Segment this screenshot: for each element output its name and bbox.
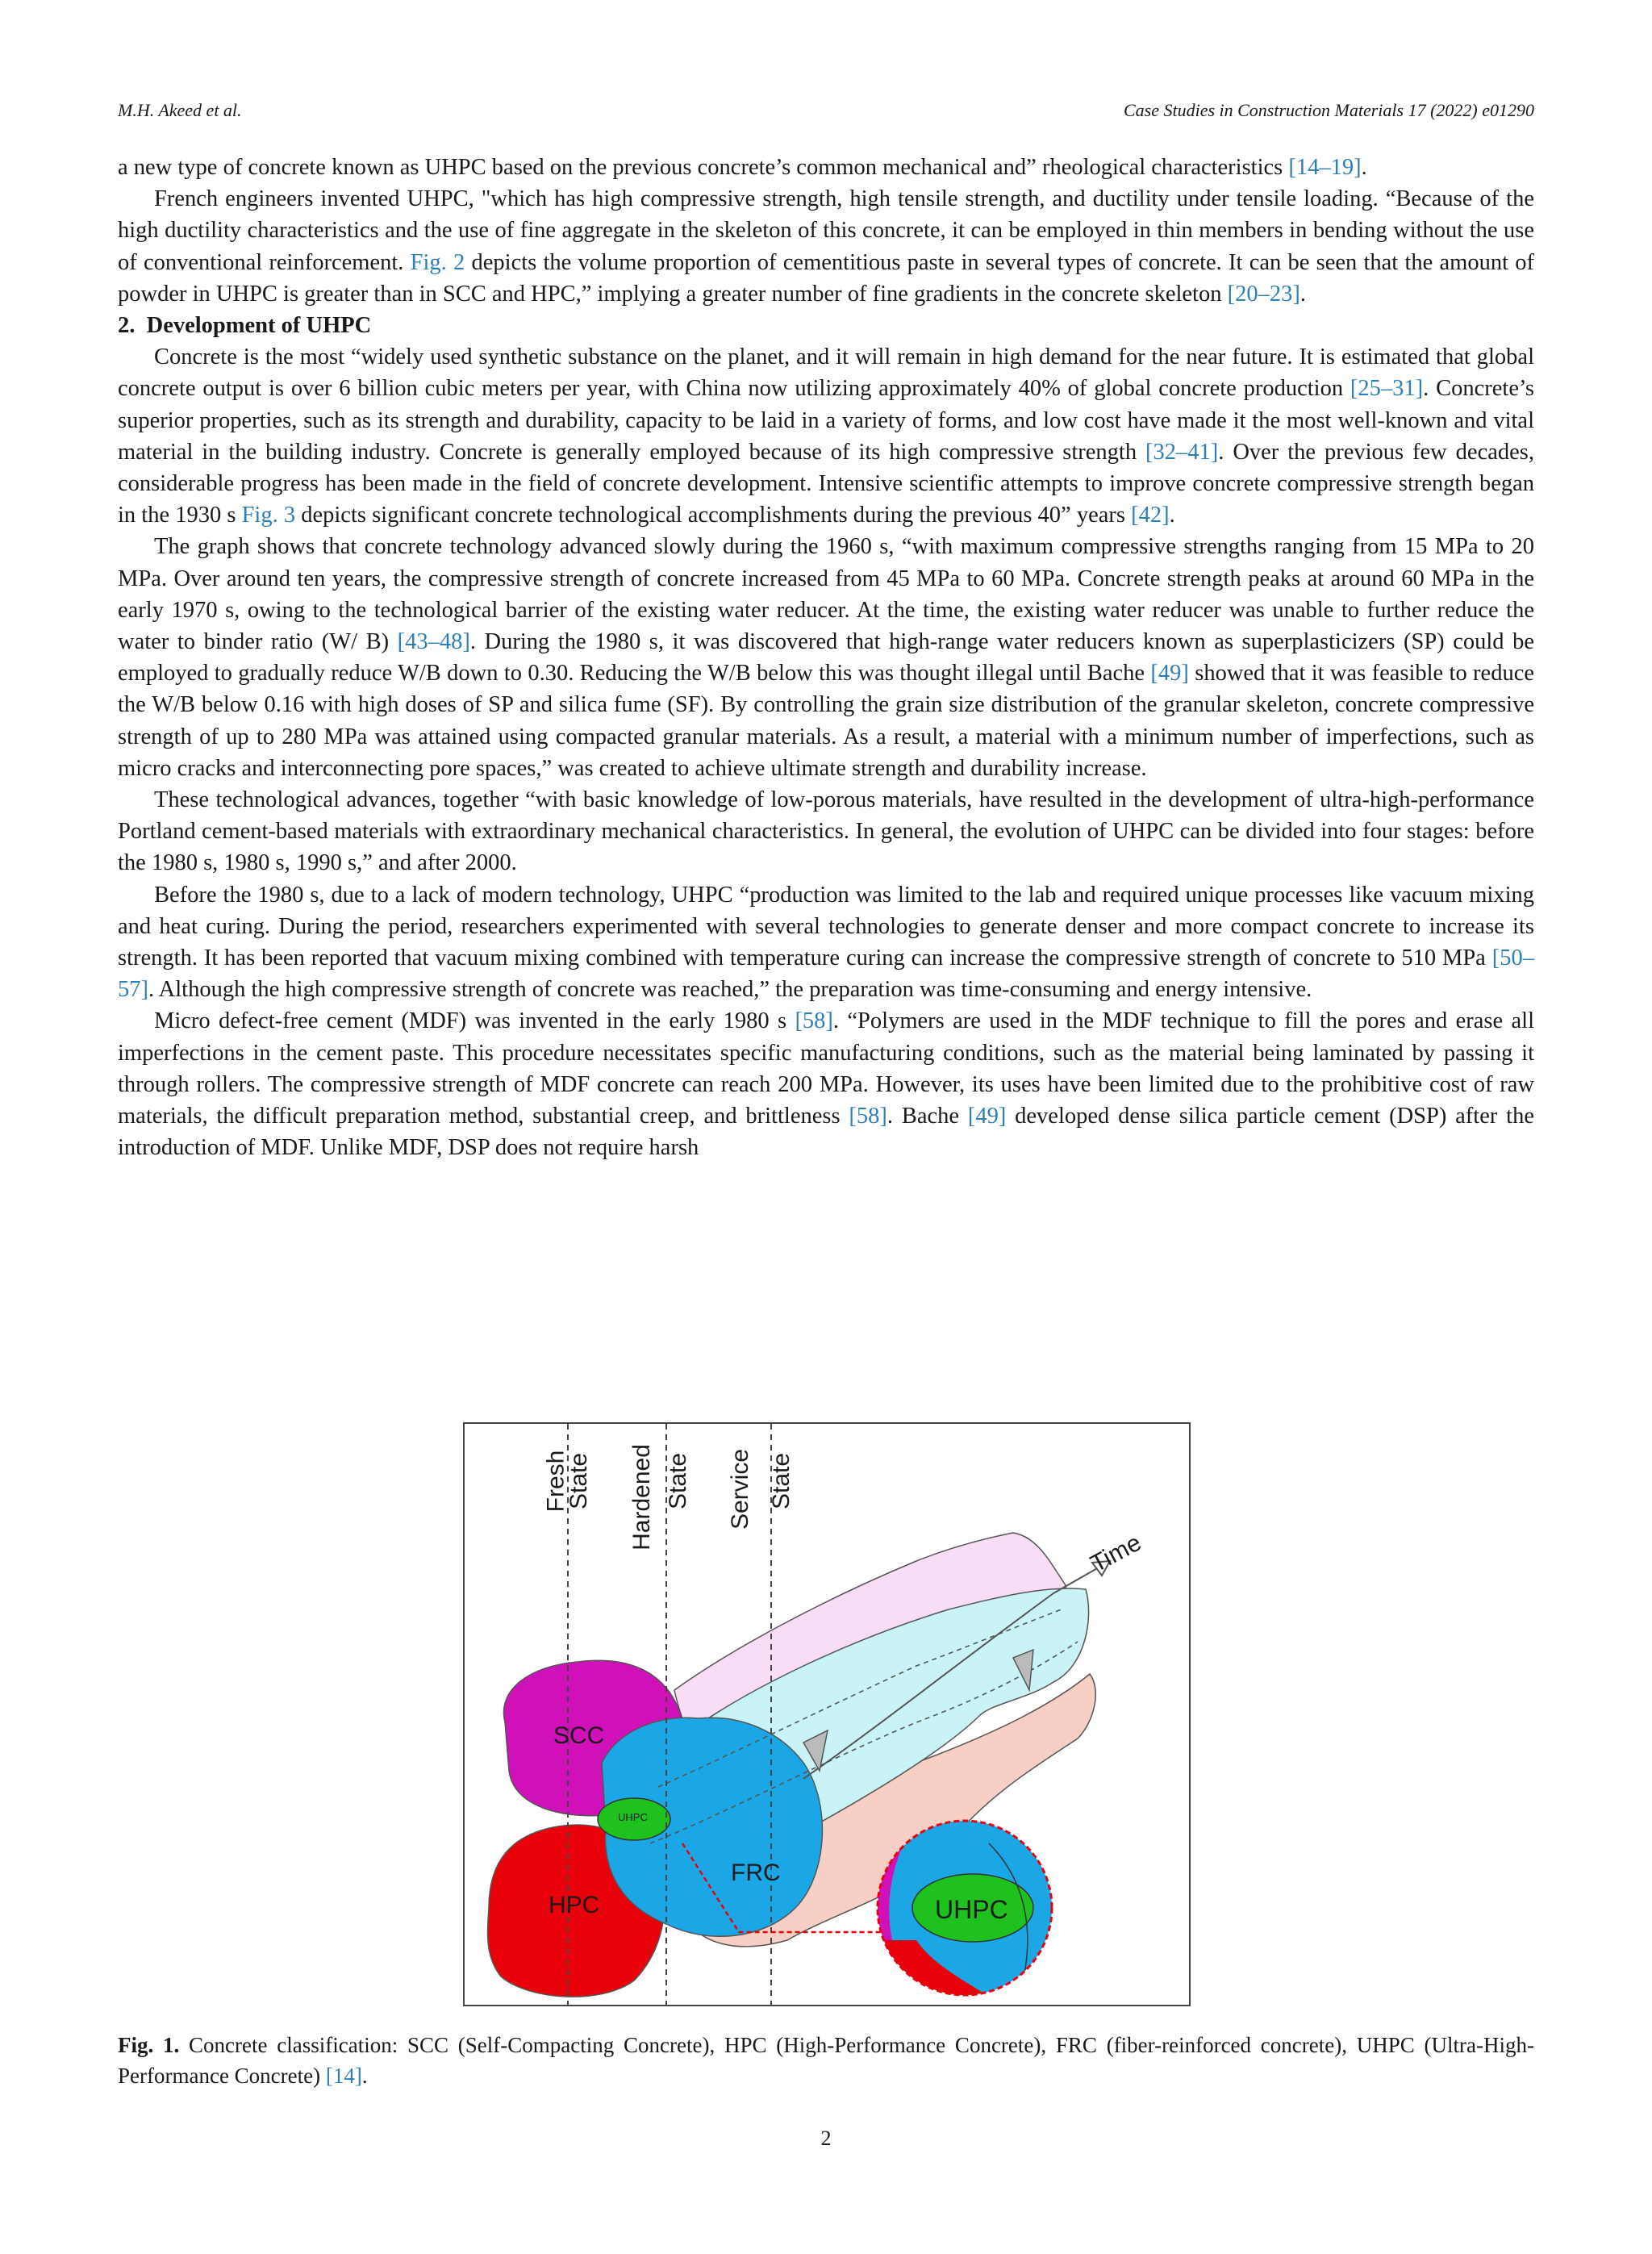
paragraph: Before the 1980 s, due to a lack of modern technology, UHPC “production was limited to the lab and required unique processes like vacuum mixing and heat curing. During the period, researchers experimented with several technologies to generate denser and more compact concrete to increase its strength. It has been reported that vacuum mixing combined with temperature curing can increase the compressive strength of concrete to 510 MPa [50–57]. Although the high compressive strength of concrete was reached,” the preparation was time-consuming and energy intensive. [118,882,1534,1003]
fig-label-fresh-state: Fresh State [542,1450,593,1513]
header-authors: M.H. Akeed et al. [118,100,242,120]
figure-link[interactable]: Fig. 3 [241,503,296,528]
page-number: 2 [820,2127,832,2150]
fig-label-scc: SCC [553,1722,605,1749]
citation-link[interactable]: [49] [1150,661,1189,687]
paragraph: The graph shows that concrete technology advanced slowly during the 1960 s, “with maximum compressive strengths ranging from 15 MPa to 20 MPa. Over around ten years, the compressive strength of concrete increased from 45 MPa to 60 MPa. Concrete strength peaks at around 60 MPa in the early 1970 s, owing to the technological barrier of the existing water reducer. At the time, the existing water reducer was unable to further reduce the water to binder ratio (W/ B) [43–48]. During the 1980 s, it was discovered that high-range water reducers known as superplasticizers (SP) could be employed to gradually reduce W/B down to 0.30. Reducing the W/B below this was thought illegal until Bache [49] showed that it was feasible to reduce the W/B below 0.16 with high doses of SP and silica fume (SF). By controlling the grain size distribution of the granular skeleton, concrete compressive strength of up to 280 MPa was attained using compacted granular materials. As a result, a material with a minimum number of imperfections, such as micro cracks and interconnecting pore spaces,” was created to achieve ultimate strength and durability increase. [118,534,1534,781]
citation-link[interactable]: [25–31] [1350,376,1424,402]
paragraph: French engineers invented UHPC, "which has high compressive strength, high tensile strength, and ductility under tensile loading. “Because of the high ductility characteristics and the use of fine aggregate in the skeleton of this concrete, it can be employed in thin members in bending without the use of conventional reinforcement. Fig. 2 depicts the volume proportion of cementitious paste in several types of concrete. It can be seen that the amount of powder in UHPC is greater than in SCC and HPC,” implying a greater number of fine gradients in the concrete skeleton [20–23]. [118,186,1534,307]
citation-link[interactable]: [43–48] [397,629,470,655]
body-text [118,152,1534,1164]
paragraph: Micro defect-free cement (MDF) was invented in the early 1980 s [58]. “Polymers are used in the MDF technique to fill the pores and erase all imperfections in the cement paste. This procedure necessitates specific manufacturing conditions, such as the material being laminated by passing it through rollers. The compressive strength of MDF concrete can reach 200 MPa. However, its uses have been limited due to the prohibitive cost of raw materials, the difficult preparation method, substantial creep, and brittleness [58]. Bache [49] developed dense silica particle cement (DSP) after the introduction of MDF. Unlike MDF, DSP does not require harsh [118,1008,1534,1161]
fig-label-hardened-state: Hardened State [628,1444,692,1551]
header-journal: Case Studies in Construction Materials 17 (2022) e01290 [1123,100,1534,120]
citation-link[interactable]: [20–23] [1227,281,1300,307]
citation-link[interactable]: [58] [795,1008,833,1034]
citation-link[interactable]: [50–57] [118,945,1534,1003]
figure-link[interactable]: Fig. 2 [410,249,465,275]
citation-link[interactable]: [32–41] [1145,439,1219,465]
citation-link[interactable]: [42] [1131,503,1170,528]
citation-link[interactable]: [14] [325,2064,362,2088]
citation-link[interactable]: [49] [967,1104,1007,1129]
fig-label-uhpc-zoom: UHPC [935,1895,1008,1924]
fig-label-service-state: Service State [727,1448,795,1530]
paragraph: a new type of concrete known as UHPC based on the previous concrete’s common mechanical and” rheological characteristics [14–19]. [118,155,1367,180]
citation-link[interactable]: [14–19] [1288,155,1362,180]
section-heading: 2. Development of UHPC [118,313,372,339]
figure-concrete-classification [463,1422,1191,2006]
caption-label: Fig. 1. [118,2033,180,2057]
fig-label-hpc: HPC [549,1892,600,1918]
fig-label-frc: FRC [731,1860,781,1886]
figure-caption: Fig. 1. Concrete classification: SCC (Self-Compacting Concrete), HPC (High-Performance Concrete), FRC (fiber-reinforced concrete), UHPC (Ultra-High-Performance Concrete) [14]. [118,2033,1534,2088]
fig-label-time: Time [1086,1529,1146,1578]
citation-link[interactable]: [58] [849,1104,887,1129]
fig-label-uhpc-small: UHPC [618,1811,648,1823]
running-header [118,100,1534,124]
paragraph: Concrete is the most “widely used synthetic substance on the planet, and it will remain in high demand for the near future. It is estimated that global concrete output is over 6 billion cubic meters per year, with China now utilizing approximately 40% of global concrete production [25–31]. Concrete’s superior properties, such as its strength and durability, capacity to be laid in a variety of forms, and low cost have made it the most well-known and vital material in the building industry. Concrete is generally employed because of its high compressive strength [32–41]. Over the previous few decades, considerable progress has been made in the field of concrete development. Intensive scientific attempts to improve concrete compressive strength began in the 1930 s Fig. 3 depicts significant concrete technological accomplishments during the previous 40” years [42]. [118,344,1534,528]
paragraph: These technological advances, together “with basic knowledge of low-porous materials, have resulted in the development of ultra-high-performance Portland cement-based materials with extraordinary mechanical characteristics. In general, the evolution of UHPC can be divided into four stages: before the 1980 s, 1980 s, 1990 s,” and after 2000. [118,787,1534,876]
